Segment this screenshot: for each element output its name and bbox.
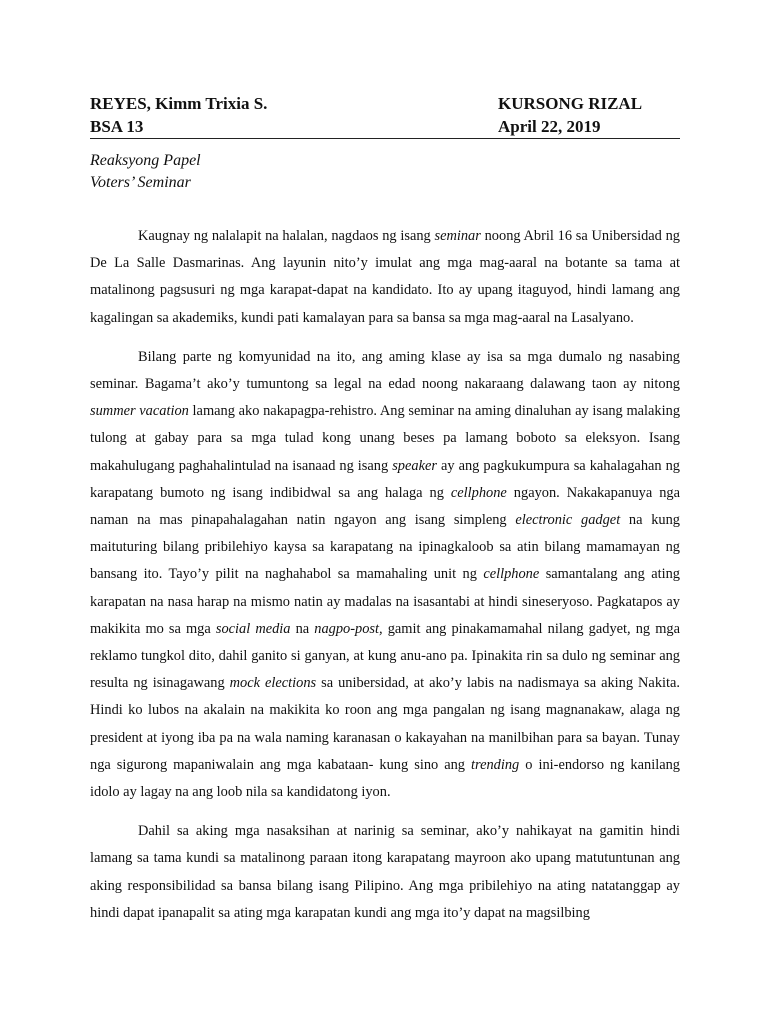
document-title: Reaksyong Papel xyxy=(90,152,201,169)
document-titles xyxy=(90,150,680,194)
document-body xyxy=(90,223,680,927)
italic-text-run: cellphone xyxy=(450,484,507,501)
text-run: na kung maituturing bilang pribilehiyo kaysa sa karapatang na ipinagkaloob sa atin bilang mamamayan ng bansang ito. Tayo’y pilit na naghahabol sa mamahaling unit ng xyxy=(90,512,680,583)
text-run: noong Abril 16 sa Unibersidad ng De La Salle Dasmarinas. Ang layunin nito’y imulat ang mga mag-aaral na botante sa tama at matalinong pagsusuri ng mga karapat-dapat na kandidato. Ito ay upang itaguyod, hindi lamang ang kagalingan sa akademiks, kundi pati kamalayan para sa bansa sa mga mag-aaral na Lasalyano. xyxy=(90,228,680,326)
text-run: ay ang pagkukumpura sa kahalagahan ng karapatang bumoto ng isang indibidwal sa ang halaga ng xyxy=(90,457,681,501)
student-section: BSA 13 xyxy=(90,117,144,136)
document-header xyxy=(90,92,680,140)
text-run: gamit ang pinakamamahal nilang gadyet, ng mga reklamo tungkol dito, dahil ganito si ganyan, at kung anu-ano pa. Ipinakita rin sa dulo ng seminar ang resulta ng isinagawang xyxy=(90,620,680,692)
text-run: Dahil sa aking mga nasaksihan at narinig sa seminar, ako’y nahikayat na gamitin hindi lamang sa tama kundi sa matalinong paraan itong karapatang mayroon ako upang matutuntunan ang aking responsibilidad sa bansa bilang isang Pilipino. Ang mga pribilehiyo na ating natatanggap ay hindi dapat ipanapalit sa ating mga karapatan kundi ang mga ito’y dapat na magsilbing xyxy=(90,823,680,921)
text-run: o ini-endorso ng kanilang idolo ay lagay na ang loob nila sa kandidatong iyon. xyxy=(90,756,680,801)
document-page xyxy=(90,92,680,927)
text-run: na xyxy=(290,620,315,637)
student-name: REYES, Kimm Trixia S. xyxy=(90,94,268,113)
italic-text-run: mock elections xyxy=(229,675,317,692)
header-divider xyxy=(90,138,680,139)
text-run: sa unibersidad, at ako’y labis na nadismaya sa aking Nakita. Hindi ko lubos na akalain na makikita ko roon ang mga pangalan ng isang magnanakaw, alaga ng president at iyong iba pa na wala naming karanasan o kakayahan na manilbihan para sa bayan. Tunay nga sigurong mapaniwalain ang mga kabataan- kung sino ang xyxy=(90,675,680,773)
course-name: KURSONG RIZAL xyxy=(498,94,643,113)
text-run: Kaugnay ng nalalapit na halalan, nagdaos ng isang xyxy=(138,228,435,244)
italic-text-run: electronic gadget xyxy=(515,512,621,529)
italic-text-run: summer vacation xyxy=(90,403,189,420)
italic-text-run: speaker xyxy=(392,457,437,474)
text-run: Bilang parte ng komyunidad na ito, ang aming klase ay isa sa mga dumalo ng nasabing seminar. Bagama’t ako’y tumuntong sa legal na edad noong nakaraang dalawang taon ay nitong xyxy=(90,348,680,393)
italic-text-run: trending xyxy=(471,756,520,773)
text-run: samantalang ang ating karapatan na nasa harap na mismo natin ay madalas na isasantabi at hindi sineseryoso. Pagkatapos ay makikita mo sa mga xyxy=(90,566,680,637)
italic-text-run: cellphone xyxy=(483,566,540,583)
italic-text-run: seminar xyxy=(434,228,481,244)
document-date: April 22, 2019 xyxy=(498,117,601,136)
text-run: lamang ako nakapagpa-rehistro. Ang seminar na aming dinaluhan ay isang malaking tulong at gabay para sa mga tulad kong unang beses pa lamang boboto sa eleksyon. Isang makahulugang paghahalintulad na isanaad ng isang xyxy=(90,403,681,474)
body-paragraph xyxy=(90,344,680,806)
course-info xyxy=(498,92,642,138)
student-info xyxy=(90,92,267,138)
body-paragraph xyxy=(90,223,680,332)
italic-text-run: nagpo-post, xyxy=(314,620,383,637)
body-paragraph xyxy=(90,818,680,927)
document-subtitle: Voters’ Seminar xyxy=(90,174,191,191)
text-run: ngayon. Nakakapanuya nga naman na mas pinapahalagahan natin ngayon ang isang simpleng xyxy=(90,484,680,529)
italic-text-run: social media xyxy=(215,620,291,637)
